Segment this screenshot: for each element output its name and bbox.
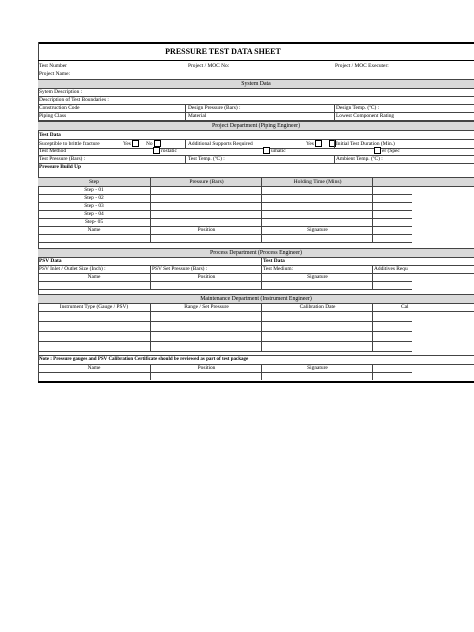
additional-supports-label: Additional Supports Required [185,140,253,148]
process-engineer-band: Process Department (Process Engineer) [38,248,474,258]
process-test-data-heading: Test Data [263,258,285,264]
project-moc-no-label: Project / MOC No: [188,63,230,69]
maintenance-signoff-row [38,372,412,380]
process-signoff-row [38,281,412,290]
system-data-band: System Data [38,79,474,89]
calibration-note: Note : Pressure gauges and PSV Calibration Certificate should be reviewed as part of test package [39,357,249,362]
ambient-temp-label: Ambient Temp. (ºC) : [336,156,383,162]
maintenance-name-header: Name [87,365,101,371]
pressure-build-up-heading: Pressure Build Up [39,164,82,170]
piping-name-header: Name [87,227,101,233]
sheet-title: PRESSURE TEST DATA SHEET [165,47,281,56]
maintenance-signature-header: Signature [261,364,373,372]
other-label: er (Spec [382,148,400,154]
maintenance-position-header: Position [150,364,262,372]
range-set-pressure-header: Range / Set Pressure [150,303,262,311]
construction-code-label: Construction Code [39,105,80,111]
step-column-header: Step [89,179,99,185]
supports-yes-label: Yes [306,141,314,147]
pneumatic-checkbox[interactable] [263,147,270,154]
lowest-component-label: Lowest Component Rating [336,113,395,119]
header-row-2 [38,70,474,78]
material-label: Material [185,112,206,120]
piping-class-label: Piping Class [39,113,67,119]
piping-engineer-band: Project Department (Piping Engineer) [38,121,474,131]
bottom-border [38,381,474,383]
maintenance-engineer-band: Maintenance Department (Instrument Engineer) [38,294,474,304]
instrument-type-header: Instrument Type (Gauge / PSV) [59,304,129,310]
signoff-entry-row [38,234,412,243]
table-row: Step - 02 [38,194,412,203]
test-data-heading: Test Data [39,132,61,138]
process-name-header: Name [87,274,101,280]
process-signature-header: Signature [261,273,373,281]
cal-header: Cal [372,303,409,311]
psv-inlet-label: PSV Inlet / Outlet Size (Inch) : [39,266,106,272]
test-pressure-label: Test Pressure (Bars) : [39,156,86,162]
test-boundaries-label: Description of Test Boundaries : [39,97,109,103]
holding-time-column-header: Holding Time (Mins) [261,178,373,186]
test-temp-label: Test Temp. (ºC) : [185,155,225,163]
calibration-table [38,311,412,353]
additives-label: Additives Requ [374,266,408,272]
process-position-header: Position [150,273,262,281]
system-description-label: Sytem Description : [39,89,83,95]
other-checkbox[interactable] [374,147,381,154]
pneumatic-label: umatic [271,148,286,154]
table-row: Step- 05 [38,218,412,227]
design-temp-label: Design Temp. (ºC) : [336,105,380,111]
brittle-fracture-label: Suceptible to brittle fracture [39,141,100,147]
pressure-column-header: Pressure (Bars) [150,178,262,186]
table-row: Step - 04 [38,210,412,219]
brittle-no-label: No [146,141,153,147]
table-row: Step - 01 [38,186,412,195]
piping-position-header: Position [150,226,262,234]
hydrostatic-label: rostatic [161,148,177,154]
top-border [38,42,474,44]
hydrostatic-checkbox[interactable] [153,147,160,154]
test-medium-label: Test Medium: [263,266,294,272]
table-row [38,341,412,352]
header-row-1 [38,62,474,70]
psv-set-pressure-label: PSV Set Pressure (Bars) : [152,266,208,272]
table-row: Step - 03 [38,202,412,211]
project-moc-executer-label: Project / MOC Executer: [335,63,389,69]
test-method-label: Test Method [39,148,67,154]
piping-signature-header: Signature [261,226,373,234]
brittle-yes-label: Yes [123,141,131,147]
calibration-date-header: Calibration Date [261,303,373,311]
test-number-label: Test Number [39,63,67,69]
initial-duration-label: Initial Test Duration (Min.) [336,141,395,147]
psv-data-heading: PSV Data [39,258,62,264]
project-name-label: Project Name: [39,71,70,77]
design-pressure-label: Design Pressure (Bars) : [185,104,241,112]
